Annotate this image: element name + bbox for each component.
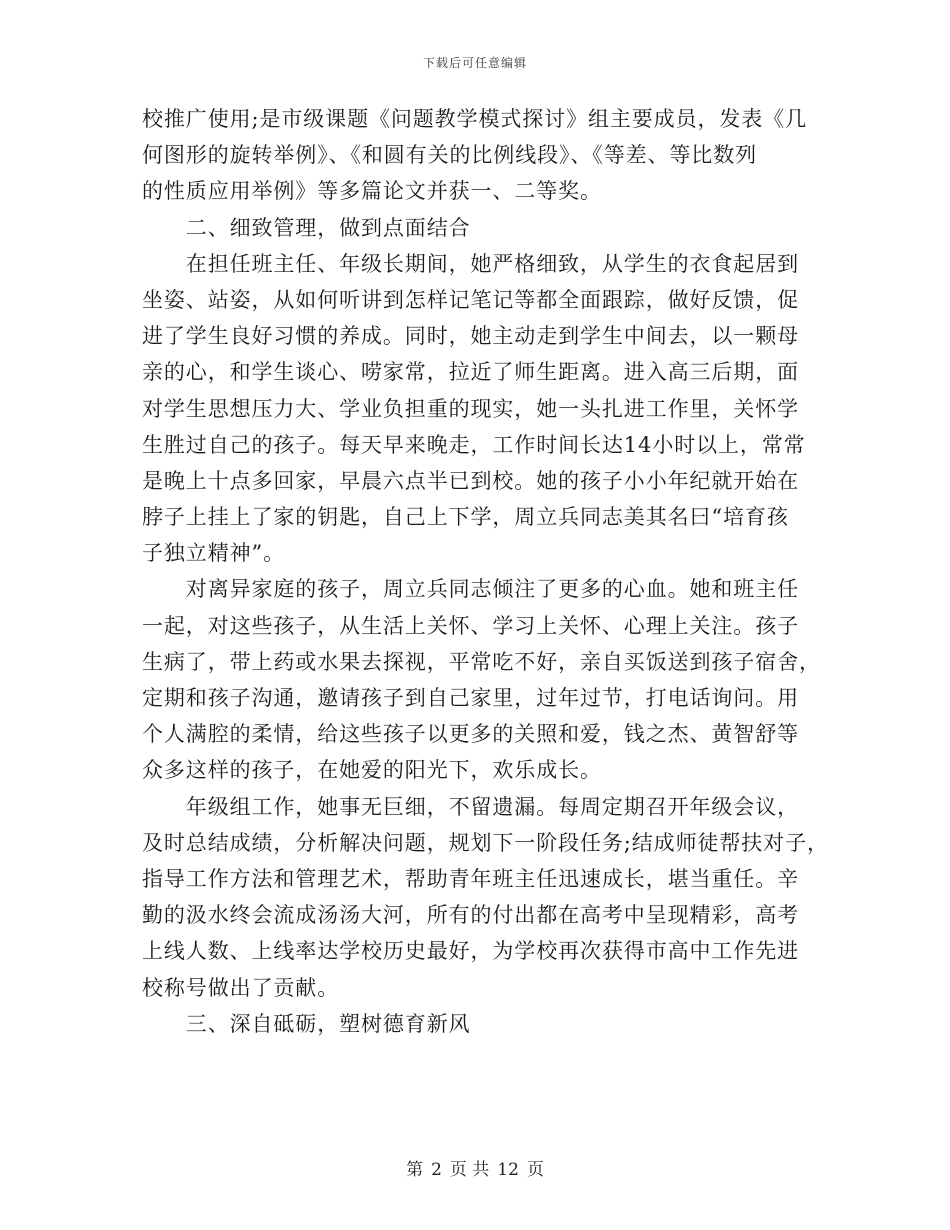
text-line: 是晚上十点多回家，早晨六点半已到校。她的孩子小小年纪就开始在 bbox=[142, 468, 799, 493]
page-header: 下载后可任意编辑 bbox=[422, 56, 527, 70]
text-line: 个人满腔的柔情，给这些孩子以更多的关照和爱，钱之杰、黄智舒等 bbox=[142, 722, 799, 747]
text-line: 在担任班主任、年级长期间，她严格细致，从学生的衣食起居到 bbox=[142, 251, 799, 276]
section-heading-2: 二、细致管理，做到点面结合 bbox=[142, 215, 471, 240]
footer-total-pages: 12 bbox=[497, 1160, 519, 1180]
text-line: 定期和孩子沟通，邀请孩子到自己家里，过年过节，打电话询问。用 bbox=[142, 686, 799, 710]
text-line: 生胜过自己的孩子。每天早来晚走，工作时间长达14小时以上，常常 bbox=[142, 432, 806, 457]
text-line: 进了学生良好习惯的养成。同时，她主动走到学生中间去，以一颗母 bbox=[142, 324, 799, 349]
text-line: 众多这样的孩子，在她爱的阳光下，欢乐成长。 bbox=[142, 758, 602, 783]
footer-suffix: 页 bbox=[526, 1160, 544, 1180]
text-line: 一起，对这些孩子，从生活上关怀、学习上关怀、心理上关注。孩子 bbox=[142, 613, 799, 638]
text-line: 指导工作方法和管理艺术，帮助青年班主任迅速成长，堪当重任。辛 bbox=[142, 866, 799, 891]
text-line: 何图形的旋转举例》、《和圆有关的比例线段》、《等差、等比数列 bbox=[142, 143, 757, 168]
text-line: 生病了，带上药或水果去探视，平常吃不好，亲自买饭送到孩子宿舍， bbox=[142, 649, 821, 674]
text-line: 及时总结成绩，分析解决问题，规划下一阶段任务;结成师徒帮扶对子， bbox=[142, 830, 829, 855]
text-line: 的性质应用举例》等多篇论文并获一、二等奖。 bbox=[142, 179, 602, 204]
text-line: 坐姿、站姿，从如何听讲到怎样记笔记等都全面跟踪，做好反馈，促 bbox=[142, 287, 799, 312]
text-line: 子独立精神”。 bbox=[142, 541, 286, 566]
text-line: 年级组工作，她事无巨细，不留遗漏。每周定期召开年级会议， bbox=[142, 794, 799, 819]
text-line: 脖子上挂上了家的钥匙，自己上下学，周立兵同志美其名曰“培育孩 bbox=[142, 505, 789, 530]
text-line: 上线人数、上线率达学校历史最好，为学校再次获得市高中工作先进 bbox=[142, 939, 799, 964]
text-line: 校推广使用;是市级课题《问题教学模式探讨》组主要成员，发表《几 bbox=[142, 107, 807, 131]
text-line: 对离异家庭的孩子，周立兵同志倾注了更多的心血。她和班主任 bbox=[142, 577, 799, 602]
text-line: 对学生思想压力大、学业负担重的现实，她一头扎进工作里，关怀学 bbox=[142, 396, 799, 421]
footer-prefix: 第 bbox=[406, 1160, 424, 1180]
document-body bbox=[142, 101, 829, 1042]
text-line: 亲的心，和学生谈心、唠家常，拉近了师生距离。进入高三后期，面 bbox=[142, 360, 799, 385]
text-line: 校称号做出了贡献。 bbox=[142, 975, 340, 1000]
footer-middle: 页 共 bbox=[449, 1160, 490, 1180]
section-heading-3: 三、深自砥砺，塑树德育新风 bbox=[142, 1011, 471, 1036]
text-line: 勤的汲水终会流成汤汤大河，所有的付出都在高考中呈现精彩，高考 bbox=[142, 903, 799, 928]
page-footer bbox=[0, 1155, 950, 1180]
footer-page-number: 2 bbox=[431, 1160, 442, 1180]
